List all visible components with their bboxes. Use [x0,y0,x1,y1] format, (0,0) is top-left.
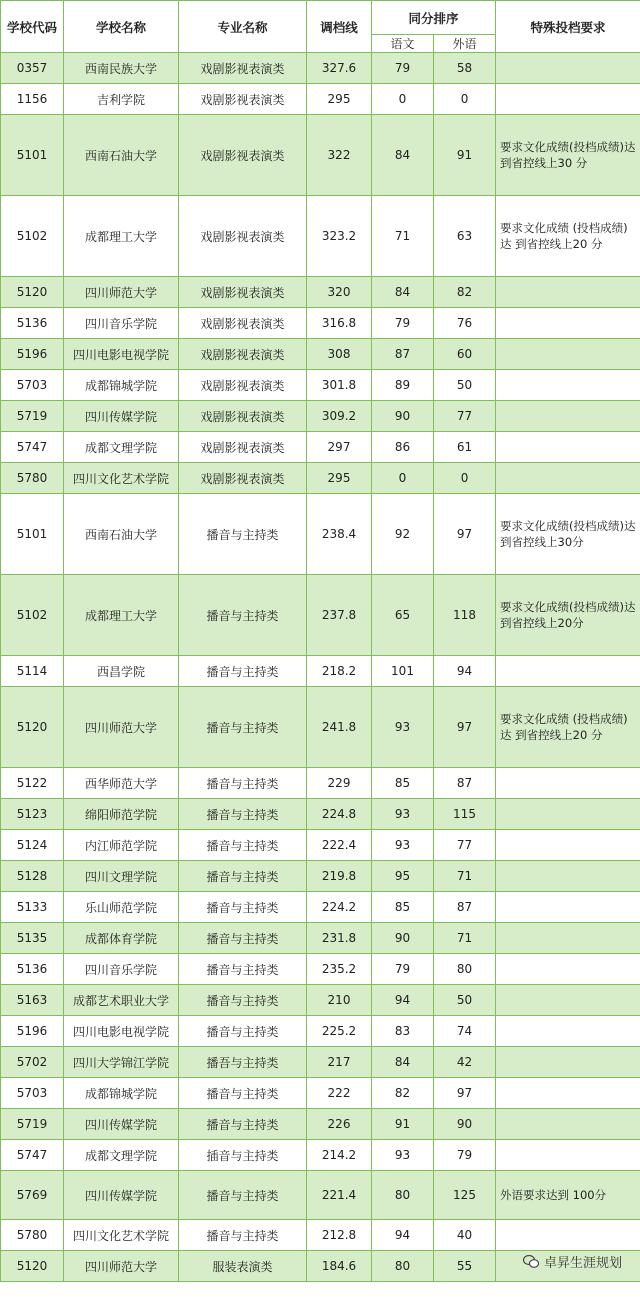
rank-chinese-cell: 82 [372,1078,434,1109]
rank-foreign-cell: 42 [434,1047,496,1078]
special-requirement-cell [496,830,640,861]
special-requirement-cell [496,985,640,1016]
special-requirement-cell [496,923,640,954]
admission-line-cell: 218.2 [307,656,372,687]
rank-chinese-cell: 83 [372,1016,434,1047]
rank-chinese-cell: 93 [372,687,434,768]
special-requirement-cell [496,432,640,463]
header-special: 特殊投档要求 [496,1,640,53]
school-code-cell: 5101 [1,494,64,575]
admission-line-cell: 297 [307,432,372,463]
school-name-cell: 四川师范大学 [64,687,179,768]
admission-line-cell: 308 [307,339,372,370]
rank-chinese-cell: 87 [372,339,434,370]
special-requirement-cell [496,370,640,401]
school-code-cell: 5102 [1,196,64,277]
rank-chinese-cell: 93 [372,830,434,861]
rank-chinese-cell: 85 [372,892,434,923]
table-row [1,1016,640,1047]
major-name-cell: 播音与主持类 [179,768,307,799]
major-name-cell: 播音与主持类 [179,1220,307,1251]
table-row [1,687,640,768]
rank-foreign-cell: 71 [434,923,496,954]
table-row [1,308,640,339]
rank-chinese-cell: 79 [372,954,434,985]
table-row [1,370,640,401]
school-code-cell: 5780 [1,1220,64,1251]
rank-foreign-cell: 71 [434,861,496,892]
table-row [1,84,640,115]
school-name-cell: 西南石油大学 [64,494,179,575]
admission-line-cell: 222.4 [307,830,372,861]
admission-line-cell: 238.4 [307,494,372,575]
school-name-cell: 吉利学院 [64,84,179,115]
admission-line-cell: 219.8 [307,861,372,892]
table-row [1,277,640,308]
header-line: 调档线 [307,1,372,53]
admission-line-cell: 184.6 [307,1251,372,1282]
school-code-cell: 5120 [1,277,64,308]
major-name-cell: 戏剧影视表演类 [179,84,307,115]
table-row [1,799,640,830]
admission-line-cell: 217 [307,1047,372,1078]
major-name-cell: 戏剧影视表演类 [179,196,307,277]
special-requirement-cell: 要求文化成绩 (投档成绩)达 到省控线上20 分 [496,196,640,277]
school-name-cell: 四川音乐学院 [64,308,179,339]
school-code-cell: 5120 [1,687,64,768]
school-name-cell: 四川大学锦江学院 [64,1047,179,1078]
school-name-cell: 四川电影电视学院 [64,1016,179,1047]
watermark [523,1252,622,1271]
major-name-cell: 戏剧影视表演类 [179,401,307,432]
major-name-cell: 播音与主持类 [179,830,307,861]
school-name-cell: 成都体育学院 [64,923,179,954]
rank-foreign-cell: 76 [434,308,496,339]
school-name-cell: 四川电影电视学院 [64,339,179,370]
school-code-cell: 5747 [1,432,64,463]
school-code-cell: 5102 [1,575,64,656]
major-name-cell: 播音与主持类 [179,575,307,656]
school-code-cell: 5719 [1,401,64,432]
school-code-cell: 5133 [1,892,64,923]
rank-foreign-cell: 97 [434,687,496,768]
rank-foreign-cell: 0 [434,84,496,115]
admission-line-cell: 210 [307,985,372,1016]
school-code-cell: 5128 [1,861,64,892]
rank-chinese-cell: 80 [372,1251,434,1282]
rank-chinese-cell: 93 [372,799,434,830]
special-requirement-cell [496,339,640,370]
admission-line-cell: 231.8 [307,923,372,954]
school-name-cell: 成都理工大学 [64,575,179,656]
special-requirement-cell [496,1016,640,1047]
school-name-cell: 西华师范大学 [64,768,179,799]
special-requirement-cell [496,1109,640,1140]
school-code-cell: 5136 [1,954,64,985]
major-name-cell: 戏剧影视表演类 [179,339,307,370]
rank-chinese-cell: 84 [372,115,434,196]
school-code-cell: 1156 [1,84,64,115]
school-name-cell: 内江师范学院 [64,830,179,861]
school-name-cell: 成都文理学院 [64,1140,179,1171]
school-code-cell: 5780 [1,463,64,494]
school-code-cell: 5719 [1,1109,64,1140]
special-requirement-cell [496,656,640,687]
school-code-cell: 0357 [1,53,64,84]
special-requirement-cell [496,1140,640,1171]
major-name-cell: 播音与主持类 [179,1016,307,1047]
admission-line-cell: 323.2 [307,196,372,277]
table-row [1,656,640,687]
admission-line-cell: 295 [307,84,372,115]
major-name-cell: 播音与主持类 [179,1109,307,1140]
table-row [1,1140,640,1171]
admission-line-cell: 224.2 [307,892,372,923]
table-row [1,923,640,954]
rank-foreign-cell: 60 [434,339,496,370]
table-row [1,1047,640,1078]
rank-chinese-cell: 0 [372,84,434,115]
major-name-cell: 播音与主持类 [179,494,307,575]
rank-foreign-cell: 87 [434,768,496,799]
special-requirement-cell [496,954,640,985]
rank-chinese-cell: 89 [372,370,434,401]
major-name-cell: 戏剧影视表演类 [179,463,307,494]
special-requirement-cell [496,53,640,84]
rank-foreign-cell: 79 [434,1140,496,1171]
rank-foreign-cell: 80 [434,954,496,985]
school-code-cell: 5747 [1,1140,64,1171]
admission-line-cell: 241.8 [307,687,372,768]
school-name-cell: 成都文理学院 [64,432,179,463]
major-name-cell: 插音与主持类 [179,1140,307,1171]
table-row [1,494,640,575]
school-code-cell: 5135 [1,923,64,954]
special-requirement-cell [496,277,640,308]
watermark-text: 卓昇生涯规划 [543,1256,622,1271]
admission-line-cell: 301.8 [307,370,372,401]
school-code-cell: 5114 [1,656,64,687]
table-row [1,463,640,494]
school-name-cell: 四川师范大学 [64,1251,179,1282]
school-code-cell: 5196 [1,339,64,370]
admission-line-cell: 229 [307,768,372,799]
table-row [1,830,640,861]
major-name-cell: 播音与主持类 [179,985,307,1016]
table-row [1,1109,640,1140]
school-name-cell: 西昌学院 [64,656,179,687]
special-requirement-cell [496,463,640,494]
rank-foreign-cell: 87 [434,892,496,923]
rank-chinese-cell: 65 [372,575,434,656]
admission-line-cell: 235.2 [307,954,372,985]
school-name-cell: 成都艺术职业大学 [64,985,179,1016]
special-requirement-cell [496,84,640,115]
rank-chinese-cell: 90 [372,401,434,432]
major-name-cell: 戏剧影视表演类 [179,277,307,308]
rank-chinese-cell: 95 [372,861,434,892]
rank-chinese-cell: 0 [372,463,434,494]
rank-foreign-cell: 77 [434,401,496,432]
major-name-cell: 播音与主持类 [179,892,307,923]
table-row [1,1078,640,1109]
rank-foreign-cell: 50 [434,370,496,401]
rank-chinese-cell: 94 [372,1220,434,1251]
admission-line-cell: 221.4 [307,1171,372,1220]
school-code-cell: 5163 [1,985,64,1016]
special-requirement-cell: 要求文化成绩(投档成绩)达 到省控线上30 分 [496,115,640,196]
school-code-cell: 5703 [1,370,64,401]
header-school: 学校名称 [64,1,179,53]
table-row [1,985,640,1016]
major-name-cell: 播音与主持类 [179,799,307,830]
table-row [1,115,640,196]
rank-chinese-cell: 94 [372,985,434,1016]
special-requirement-cell: 外语要求达到 100分 [496,1171,640,1220]
special-requirement-cell [496,1220,640,1251]
special-requirement-cell [496,799,640,830]
admission-line-cell: 327.6 [307,53,372,84]
rank-chinese-cell: 85 [372,768,434,799]
major-name-cell: 戏剧影视表演类 [179,115,307,196]
rank-foreign-cell: 97 [434,494,496,575]
school-name-cell: 成都理工大学 [64,196,179,277]
admission-line-cell: 309.2 [307,401,372,432]
school-name-cell: 绵阳师范学院 [64,799,179,830]
rank-chinese-cell: 92 [372,494,434,575]
rank-foreign-cell: 97 [434,1078,496,1109]
table-row [1,401,640,432]
school-name-cell: 四川传媒学院 [64,1171,179,1220]
rank-chinese-cell: 80 [372,1171,434,1220]
special-requirement-cell [496,768,640,799]
rank-foreign-cell: 118 [434,575,496,656]
admission-line-cell: 226 [307,1109,372,1140]
school-code-cell: 5703 [1,1078,64,1109]
rank-chinese-cell: 93 [372,1140,434,1171]
school-code-cell: 5120 [1,1251,64,1282]
special-requirement-cell [496,1078,640,1109]
rank-foreign-cell: 0 [434,463,496,494]
rank-chinese-cell: 71 [372,196,434,277]
school-code-cell: 5702 [1,1047,64,1078]
header-code: 学校代码 [1,1,64,53]
table-row [1,892,640,923]
rank-foreign-cell: 82 [434,277,496,308]
major-name-cell: 播音与主持类 [179,1171,307,1220]
school-name-cell: 四川文化艺术学院 [64,463,179,494]
school-name-cell: 西南石油大学 [64,115,179,196]
rank-foreign-cell: 61 [434,432,496,463]
special-requirement-cell [496,861,640,892]
rank-foreign-cell: 50 [434,985,496,1016]
school-name-cell: 四川音乐学院 [64,954,179,985]
major-name-cell: 播吾与主持类 [179,1047,307,1078]
school-code-cell: 5122 [1,768,64,799]
major-name-cell: 戏剧影视表演类 [179,53,307,84]
school-name-cell: 成都锦城学院 [64,1078,179,1109]
major-name-cell: 播音与主持类 [179,656,307,687]
rank-chinese-cell: 79 [372,308,434,339]
table-row [1,954,640,985]
school-code-cell: 5124 [1,830,64,861]
table-row [1,339,640,370]
admission-line-cell: 224.8 [307,799,372,830]
school-name-cell: 西南民族大学 [64,53,179,84]
rank-foreign-cell: 125 [434,1171,496,1220]
special-requirement-cell: 要求文化成绩(投档成绩)达 到省控线上30分 [496,494,640,575]
rank-chinese-cell: 91 [372,1109,434,1140]
table-row [1,861,640,892]
rank-foreign-cell: 90 [434,1109,496,1140]
school-code-cell: 5123 [1,799,64,830]
admission-line-cell: 214.2 [307,1140,372,1171]
major-name-cell: 戏剧影视表演类 [179,308,307,339]
admission-line-cell: 212.8 [307,1220,372,1251]
table-row [1,1171,640,1220]
rank-foreign-cell: 58 [434,53,496,84]
school-name-cell: 四川文理学院 [64,861,179,892]
header-chinese: 语文 [372,35,434,53]
major-name-cell: 戏剧影视表演类 [179,432,307,463]
school-name-cell: 四川师范大学 [64,277,179,308]
rank-chinese-cell: 84 [372,277,434,308]
rank-chinese-cell: 90 [372,923,434,954]
school-name-cell: 乐山师范学院 [64,892,179,923]
rank-foreign-cell: 94 [434,656,496,687]
wechat-icon [523,1255,539,1268]
admission-line-cell: 237.8 [307,575,372,656]
special-requirement-cell [496,401,640,432]
major-name-cell: 戏剧影视表演类 [179,370,307,401]
rank-foreign-cell: 55 [434,1251,496,1282]
school-code-cell: 5196 [1,1016,64,1047]
rank-foreign-cell: 40 [434,1220,496,1251]
table-row [1,196,640,277]
admission-line-cell: 222 [307,1078,372,1109]
school-name-cell: 四川传媒学院 [64,401,179,432]
table-row [1,768,640,799]
special-requirement-cell [496,1047,640,1078]
header-rank: 同分排序 [372,1,496,35]
rank-foreign-cell: 77 [434,830,496,861]
school-name-cell: 四川传媒学院 [64,1109,179,1140]
major-name-cell: 服装表演类 [179,1251,307,1282]
special-requirement-cell [496,892,640,923]
admission-line-cell: 316.8 [307,308,372,339]
special-requirement-cell: 要求文化成绩 (投档成绩)达 到省控线上20 分 [496,687,640,768]
special-requirement-cell: 要求文化成绩(投档成绩)达 到省控线上20分 [496,575,640,656]
table-row [1,53,640,84]
header-foreign: 外语 [434,35,496,53]
rank-chinese-cell: 101 [372,656,434,687]
table-row [1,432,640,463]
rank-foreign-cell: 74 [434,1016,496,1047]
major-name-cell: 播音与主持类 [179,954,307,985]
table-row [1,1220,640,1251]
rank-chinese-cell: 79 [372,53,434,84]
rank-foreign-cell: 115 [434,799,496,830]
table-row [1,575,640,656]
header-major: 专业名称 [179,1,307,53]
rank-foreign-cell: 63 [434,196,496,277]
major-name-cell: 播音与主持类 [179,861,307,892]
admission-line-cell: 322 [307,115,372,196]
rank-foreign-cell: 91 [434,115,496,196]
admission-line-cell: 320 [307,277,372,308]
school-code-cell: 5769 [1,1171,64,1220]
special-requirement-cell [496,308,640,339]
school-name-cell: 成都锦城学院 [64,370,179,401]
school-name-cell: 四川文化艺术学院 [64,1220,179,1251]
school-code-cell: 5101 [1,115,64,196]
rank-chinese-cell: 84 [372,1047,434,1078]
admission-line-cell: 225.2 [307,1016,372,1047]
major-name-cell: 播音与主持类 [179,687,307,768]
major-name-cell: 播音与主持类 [179,923,307,954]
rank-chinese-cell: 86 [372,432,434,463]
admission-line-cell: 295 [307,463,372,494]
major-name-cell: 播音与主持类 [179,1078,307,1109]
school-code-cell: 5136 [1,308,64,339]
